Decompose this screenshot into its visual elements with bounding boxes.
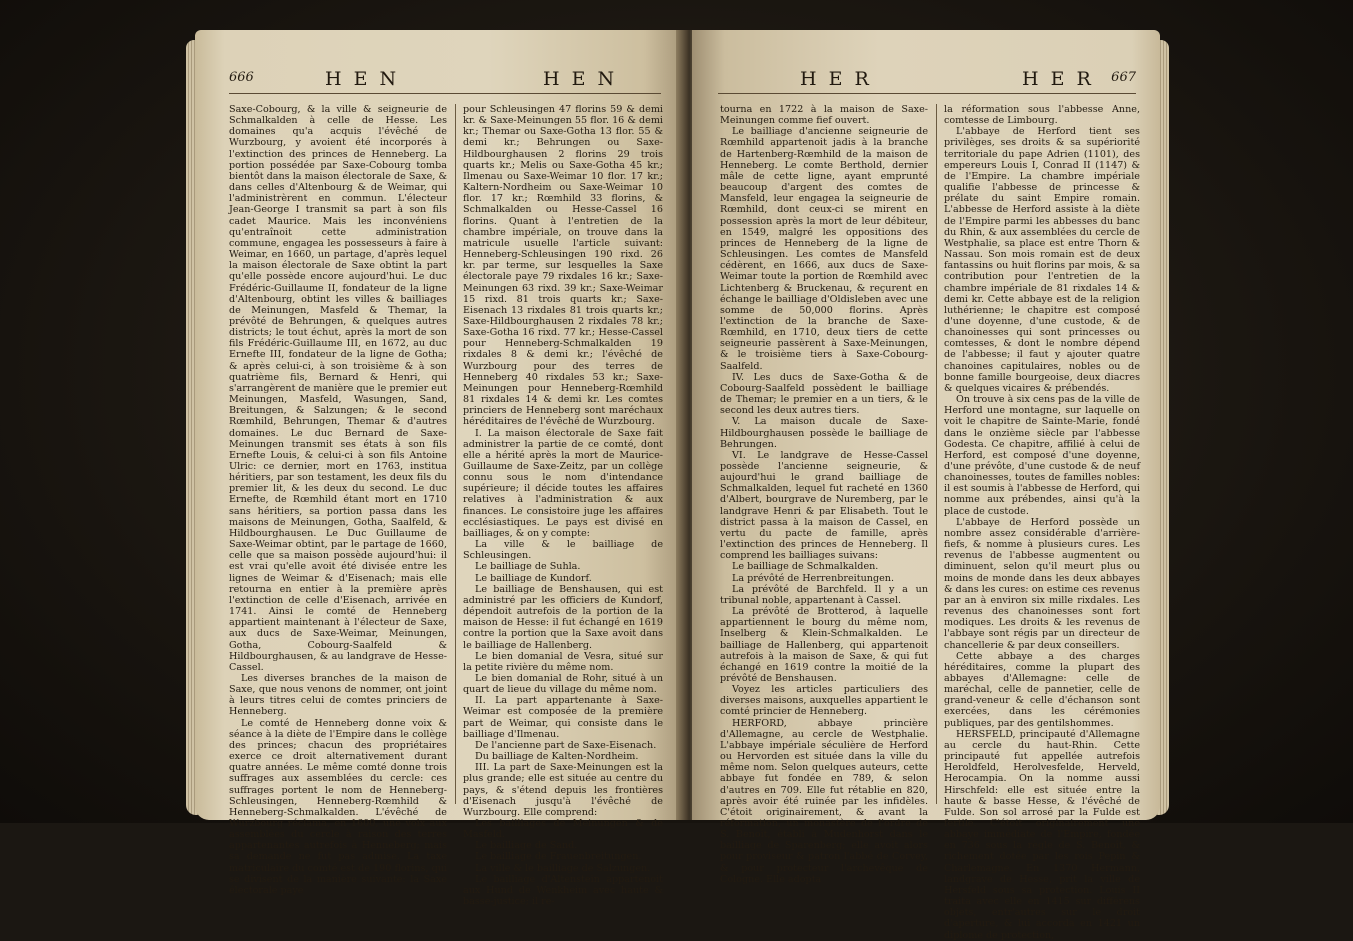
paragraph: L'abbaye de Herford tient ses privilèges, ses droits & sa supériorité territoriale du pape Adrien (1101), des empereurs Louis I, Conrad II (1147) & de l'Empire. La chambre impériale qualifie l'abbesse de princesse & prélate du saint Empire romain. L'abbesse de Herford assiste à la diète de l'Empire parmi les abbesses du banc du Rhin, & aux assemblées du cercle de Westphalie, sa place est entre Thorn & Nassau. Son mois romain est de deux fantassins ou huit florins par mois, & sa contribution pour l'entretien de la chambre impériale de 81 rixdales 14 & demi kr. Cette abbaye est de la religion luthérienne; le chapitre est composé d'une doyenne, d'une custode, & de chanoinesses qui sont princesses ou comtesses, & dont le nombre dépend de l'abbesse; il faut y ajouter quatre chanoines capitulaires, nobles ou de bonne famille bourgeoise, deux diacres & quelques vicaires & prébendés.	[944, 126, 1140, 394]
paragraph: tourna en 1722 à la maison de Saxe-Meinungen comme fief ouvert.	[720, 104, 928, 127]
list-item: Le bailliage de Frauenbreitungen.	[475, 851, 642, 863]
paragraph: On trouve à six cens pas de la ville de Herford une montagne, sur laquelle on voit le chapitre de Sainte-Marie, fondé dans le onzième siècle par l'abbesse Godesta. Ce chapitre, affilié à celui de Herford, est composé d'une doyenne, d'une prévôte, d'une custode & de neuf chanoinesses, toutes de familles nobles: il est soumis à l'abbesse de Herford, qui nomme aux prébendes, ainsi qu'à la place de custode.	[944, 394, 1140, 517]
list-item: Le bailliage de Schmalkalden.	[732, 561, 879, 573]
list-item: Le bailliage de Benshausen, qui est administré par les officiers de Kundorf, dépendoit autrefois de la portion de la maison de Hesse: il fut échangé en 1619 contre la portion que la Saxe avoit dans le bailliage de Hallenberg.	[463, 583, 663, 651]
left-header-rule	[229, 93, 661, 94]
paragraph: IV. Les ducs de Saxe-Gotha & de Cobourg-Saalfeld possèdent le bailliage de Themar; le premier en a un tiers, & le second les deux autres tiers.	[720, 371, 928, 417]
left-column-1	[229, 104, 447, 896]
list-item: De l'ancienne part de Saxe-Eisenach.	[475, 739, 657, 751]
left-header-word-2: H E N	[543, 68, 618, 90]
paragraph: L'abbaye de Herford possède un nombre assez considérable d'arrière-fiefs, & nomme à plusieurs cures. Les revenus de l'abbesse augmentent ou diminuent, selon qu'il meurt plus ou moins de monde dans les deux abbayes & dans les cures: on estime ces revenus par an à environ six mille rixdales. Les revenus des chanoinesses sont fort modiques. Les droits & les revenus de l'abbaye sont régis par un directeur de chancellerie & par deux conseillers.	[944, 516, 1140, 651]
list-item: Le bien domanial de Vesra, situé sur la petite rivière du même nom.	[463, 650, 663, 673]
paragraph: la réformation sous l'abbesse Anne, comtesse de Limbourg.	[944, 104, 1140, 127]
paragraph: HERSFELD, principauté d'Allemagne au cercle du haut-Rhin. Cette principauté fut appellée autrefois Heroldfeld, Herolvesfelde, Herveld, Herocampia. On la nomme aussi Hirschfeld: elle est située entre la haute & basse Hesse, & l'évêché de Fulde. Son sol arrosé par la Fulde est fertile. C'étoit originairement une abbaye immédiate de l'Empire, fondée en 736 sous la règle de S. Benoît, & richement dotée par les rois Pepin & Charlemagne. En 1370 Hermann, landgrave de Hesse, prit la ville de Hersfeld sous sa protection. Louis II traita avec elle en 1415 sur différens objets, entr'autres sur le droit d'aperture, & lui accorda en 1421 un diplome de protection,	[944, 728, 1140, 941]
paragraph: Voyez les articles particuliers des diverses maisons, auxquelles appartient le comté princier de Henneberg.	[720, 684, 928, 718]
left-page-header	[195, 68, 683, 94]
right-header-word-1: H E R	[800, 68, 872, 90]
paragraph: III. La part de Saxe-Meinungen est la plus grande; elle est située au centre du pays, & s'étend depuis les frontières d'Eisenach jusqu'à l'évêché de Wurzbourg. Elle comprend:	[463, 762, 663, 818]
paragraph: HERFORD, abbaye princière d'Allemagne, au cercle de Westphalie. L'abbaye impériale séculière de Herford ou Hervorden est située dans la ville du même nom. Selon quelques auteurs, cette abbaye fut fondée en 789, & selon d'autres en 709. Elle fut rétablie en 820, après avoir été ruinée par les infidèles. C'étoit originairement, & avant la réformation, un monastère de l'ordre de S. Benoît, établi à Mudenhorst dans le bailliage de Sparenberg; elle avoit alors pour proviseur & patron l'abbé de Corvey, & pour protecteur l'archevêque de Cologne. Elle adopta	[720, 717, 928, 885]
paragraph: pour Schleusingen 47 florins 59 & demi kr. & Saxe-Meinungen 55 flor. 16 & demi kr.; Themar ou Saxe-Gotha 13 flor. 55 & demi kr.; Behrungen ou Saxe-Hildbourghausen 2 florins 29 trois quarts kr.; Melis ou Saxe-Gotha 45 kr.; Ilmenau ou Saxe-Weimar 10 flor. 17 kr.; Kaltern-Nordheim ou Saxe-Weimar 10 flor. 17 kr.; Rœmhild 33 florins, & Schmalkalden ou Hesse-Cassel 16 florins. Quant à l'entretien de la chambre impériale, on trouve dans la matricule usuelle l'article suivant: Henneberg-Schleusingen 190 rixd. 26 kr. par terme, sur lesquelles la Saxe électorale paye 79 rixdales 16 kr.; Saxe-Meinungen 63 rixd. 39 kr.; Saxe-Weimar 15 rixd. 81 trois quarts kr.; Saxe-Eisenach 13 rixdales 81 trois quarts kr.; Saxe-Hildbourghausen 2 rixdales 78 kr.; Saxe-Gotha 16 rixd. 77 kr.; Hesse-Cassel pour Henneberg-Schmalkalden 19 rixdales 8 & demi kr.; l'évêché de Wurzbourg pour des terres de Henneberg 40 rixdales 53 kr.; Saxe-Meinungen pour Henneberg-Rœmhild 81 rixdales 14 & demi kr. Les comtes princiers de Henneberg sont maréchaux héréditaires de l'évêché de Wurzbourg.	[463, 104, 663, 428]
paragraph: II. La part appartenante à Saxe-Weimar est composée de la première part de Weimar, qui consiste dans le bailliage d'Ilmenau.	[463, 695, 663, 740]
right-column-divider	[936, 104, 937, 804]
list-item: La ville & le bailliage de Schleusingen.	[463, 539, 663, 562]
right-header-rule	[718, 93, 1136, 94]
list-item: La prévôté de Herrenbreitungen.	[732, 572, 894, 584]
list-item: La prévôté de Brotterod, à laquelle appartiennent le bourg du même nom, Inselberg & Klein-Schmalkalden. Le bailliage de Hallenberg, qui appartenoit autrefois à la maison de Saxe, & qui fut échangé en 1619 contre la moitié de la prévôté de Benshausen.	[720, 606, 928, 684]
list-item: Les bailliages de Meinungen & de Masfeld.	[463, 818, 663, 841]
paragraph: Les diverses branches de la maison de Saxe, que nous venons de nommer, ont joint à leurs titres celui de comtes princiers de Henneberg.	[229, 672, 447, 718]
left-page	[195, 30, 683, 908]
left-page-number: 666	[229, 70, 254, 85]
list-item: La prévôté de Barchfeld. Il y a un tribunal noble, appartenant à Cassel.	[720, 583, 928, 606]
list-item: Le bailliage d'Altenstein appartenoit aux Hund de Wenkheim avec haute & basse-justice; il re-	[463, 873, 663, 908]
list-item: Du bailliage de Kalten-Nordheim.	[475, 751, 639, 763]
right-page-header	[692, 68, 1160, 94]
paragraph: V. La maison ducale de Saxe-Hildbourghausen possède le bailliage de Behrungen.	[720, 416, 928, 450]
right-column-2	[944, 104, 1140, 941]
paragraph: Cette abbaye a des charges héréditaires, comme la plupart des abbayes d'Allemagne: celle de maréchal, celle de pannetier, celle de grand-veneur & celle d'échanson sont exercées, dans les cérémonies publiques, par des gentilshommes.	[944, 650, 1140, 729]
list-item: Le bailliage de Sand.	[475, 840, 578, 852]
paragraph: Le comté de Henneberg donne voix & séance à la diète de l'Empire dans le collège des princes; chacun des propriétaires exerce ce droit alternativement durant quatre années. Le même comté donne trois suffrages aux assemblées du cercle: ces suffrages portent le nom de Henneberg-Schleusingen, Henneberg-Rœmhild & Henneberg-Schmalkalden. L'évêché de Wurzbourg réclama, en 1600, une voix aux assemblées du cercle à raison des terres appartenantes autrefois à Henneberg; mais sa demande ne fut pas admise. La taxe matriculaire du comté est de 190 florins, qui se divisent de la manière suivante: la Saxe électorale paye	[229, 717, 447, 896]
paragraph: Saxe-Cobourg, & la ville & seigneurie de Schmalkalden à celle de Hesse. Les domaines qu'a acquis l'évêché de Wurzbourg, y avoient été incorporés à l'extinction des princes de Henneberg. La portion possédée par Saxe-Cobourg tomba bientôt dans la maison électorale de Saxe, & dans celles d'Altenbourg & de Weimar, qui l'administrèrent en commun. L'électeur Jean-George I transmit sa part à son fils cadet Maurice. Mais les inconvéniens qu'entraînoit cette administration commune, engagea les possesseurs à faire à Weimar, en 1660, un partage, d'après lequel la maison électorale de Saxe obtint la part qu'elle possède encore aujourd'hui. Le duc Frédéric-Guillaume II, fondateur de la ligne d'Altenbourg, obtint les villes & bailliages de Meinungen, Masfeld & Themar, la prévôté de Behrungen, & quelques autres districts; le tout échut, après la mort de son fils Frédéric-Guillaume III, en 1672, au duc Ernefte III, fondateur de la ligne de Gotha; & après celui-ci, à son troisième & à son quatrième fils, Bernard & Henri, qui s'arrangèrent de manière que le premier eut Meinungen, Masfeld, Wasungen, Sand, Breitungen, & Salzungen; & le second Rœmhild, Behrungen, Themar & d'autres domaines. Le duc Bernard de Saxe-Meinungen transmit ses états à son fils Ernefte Louis, & celui-ci à son fils Antoine Ulric: ce dernier, mort en 1763, institua héritiers, par son testament, les deux fils du premier lit, & les deux du second. Le duc Ernefte, de Rœmhild étant mort en 1710 sans héritiers, sa portion passa dans les maisons de Meinungen, Gotha, Saalfeld, & Hildbourghausen. Le Duc Guillaume de Saxe-Weimar obtint, par le partage de 1660, celle que sa maison possède aujourd'hui: il est vrai qu'elle avoit été divisée entre les lignes de Weimar & d'Eisenach; mais elle retourna en entier à la première après l'extinction de celle d'Eisenach, arrivée en 1741. Ainsi le comté de Henneberg appartient maintenant à l'électeur de Saxe, aux ducs de Saxe-Weimar, Meinungen, Gotha, Cobourg-Saalfeld & Hildbourghausen, & au landgrave de Hesse-Cassel.	[229, 104, 447, 673]
list-item: La ville & le bailliage de Salzungen.	[475, 862, 651, 874]
list-item: Le bailliage de Kundorf.	[475, 572, 592, 584]
paragraph: Le bailliage d'ancienne seigneurie de Rœmhild appartenoit jadis à la branche de Hartenberg-Rœmhild de la maison de Henneberg. Le comte Berthold, dernier mâle de cette ligne, ayant emprunté beaucoup d'argent des comtes de Mansfeld, leur engagea la seigneurie de Rœmhild, dont ceux-ci se mirent en possession après la mort de leur débiteur, en 1549, malgré les oppositions des princes de Henneberg de la ligne de Schleusingen. Les comtes de Mansfeld cédèrent, en 1666, aux ducs de Saxe-Weimar toute la portion de Rœmhild avec Lichtenberg & Bruckenau, & reçurent en échange le bailliage d'Oldisleben avec une somme de 50,000 florins. Après l'extinction de la branche de Saxe-Rœmhild, en 1710, deux tiers de cette seigneurie passèrent à Saxe-Meinungen, & le troisième tiers à Saxe-Cobourg-Saalfeld.	[720, 126, 928, 372]
right-column-1	[720, 104, 928, 885]
right-page-number: 667	[1111, 70, 1136, 85]
left-column-2	[463, 104, 663, 908]
right-page	[692, 30, 1160, 941]
left-header-word-1: H E N	[325, 68, 400, 90]
list-item: Le bien domanial de Rohr, situé à un quart de lieue du village du même nom.	[463, 672, 663, 696]
right-header-word-2: H E R	[1022, 68, 1094, 90]
paragraph: VI. Le landgrave de Hesse-Cassel possède l'ancienne seigneurie, & aujourd'hui le grand bailliage de Schmalkalden, lequel fut racheté en 1360 d'Albert, bourgrave de Nuremberg, par le landgrave Henri & par Elisabeth. Tout le district passa à la maison de Cassel, en vertu du pacte de famille, après l'extinction des princes de Henneberg. Il comprend les bailliages suivans:	[720, 449, 928, 562]
paragraph: I. La maison électorale de Saxe fait administrer la partie de ce comté, dont elle a hérité après la mort de Maurice-Guillaume de Saxe-Zeitz, par un collège connu sous le nom d'intendance supérieure; il décide toutes les affaires relatives à l'administration & aux finances. Le consistoire juge les affaires ecclésiastiques. Le pays est divisé en bailliages, & on y compte:	[463, 427, 663, 539]
list-item: Le bailliage de Suhla.	[475, 561, 581, 573]
left-column-divider	[455, 104, 456, 804]
